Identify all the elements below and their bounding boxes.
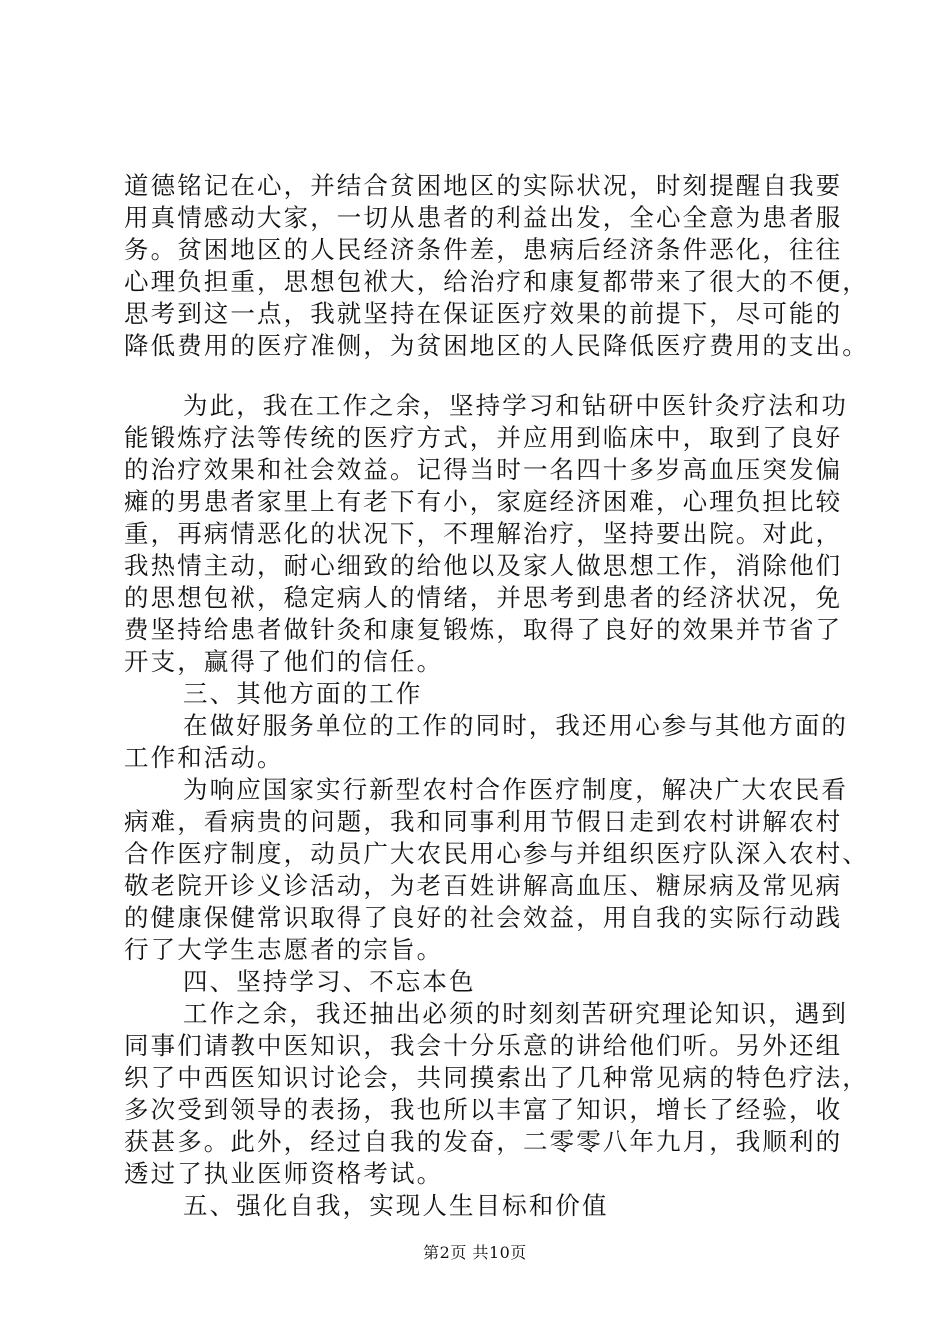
- paragraph: [124, 170, 869, 362]
- text-line: 的思想包袱，稳定病人的情绪，并思考到患者的经济状况，免: [124, 583, 843, 612]
- text-line: 瘫的男患者家里上有老下有小，家庭经济困难，心理负担比较: [124, 487, 843, 516]
- paragraph: [124, 390, 848, 678]
- section-heading-5: 五、强化自我，实现人生目标和价值: [183, 1191, 609, 1220]
- text-line: 织了中西医知识讨论会，共同摸索出了几种常见病的特色疗法，: [124, 1063, 869, 1092]
- text-line: 合作医疗制度，动员广大农民用心参与并组织医疗队深入农村、: [124, 839, 869, 868]
- section-heading-4: 四、坚持学习、不忘本色: [183, 967, 476, 996]
- section-heading-3: 三、其他方面的工作: [183, 679, 423, 708]
- text-line: 务。贫困地区的人民经济条件差，患病后经济条件恶化，往往: [124, 235, 843, 264]
- page-number-footer: 第2页 共10页: [423, 1243, 527, 1262]
- paragraph: [124, 774, 869, 966]
- text-line: 多次受到领导的表扬，我也所以丰富了知识，增长了经验，收: [124, 1095, 843, 1124]
- text-line: 在做好服务单位的工作的同时，我还用心参与其他方面的: [183, 711, 848, 740]
- text-line: 的治疗效果和社会效益。记得当时一名四十多岁高血压突发偏: [124, 455, 843, 484]
- text-line: 降低费用的医疗准侧，为贫困地区的人民降低医疗费用的支出。: [124, 331, 869, 360]
- text-line: 获甚多。此外，经过自我的发奋，二零零八年九月，我顺利的: [124, 1127, 843, 1156]
- text-line: 用真情感动大家，一切从患者的利益出发，全心全意为患者服: [124, 203, 843, 232]
- text-line: 同事们请教中医知识，我会十分乐意的讲给他们听。另外还组: [124, 1031, 843, 1060]
- text-line: 的健康保健常识取得了良好的社会效益，用自我的实际行动践: [124, 903, 843, 932]
- text-line: 我热情主动，耐心细致的给他以及家人做思想工作，消除他们: [124, 551, 843, 580]
- text-line: 病难，看病贵的问题，我和同事利用节假日走到农村讲解农村: [124, 807, 843, 836]
- paragraph: [124, 710, 848, 774]
- text-line: 重，再病情恶化的状况下，不理解治疗，坚持要出院。对此，: [124, 519, 843, 548]
- document-body: [124, 170, 869, 1222]
- text-line: 为此，我在工作之余，坚持学习和钻研中医针灸疗法和功: [183, 391, 848, 420]
- text-line: 行了大学生志愿者的宗旨。: [124, 935, 444, 964]
- text-line: 敬老院开诊义诊活动，为老百姓讲解高血压、糖尿病及常见病: [124, 871, 843, 900]
- text-line: 工作和活动。: [124, 743, 284, 772]
- text-line: 透过了执业医师资格考试。: [124, 1159, 444, 1188]
- text-line: 开支，赢得了他们的信任。: [124, 647, 444, 676]
- text-line: 费坚持给患者做针灸和康复锻炼，取得了良好的效果并节省了: [124, 615, 843, 644]
- text-line: 工作之余，我还抽出必须的时刻刻苦研究理论知识，遇到: [183, 999, 848, 1028]
- text-line: 心理负担重，思想包袱大，给治疗和康复都带来了很大的不便，: [124, 267, 869, 296]
- text-line: 道德铭记在心，并结合贫困地区的实际状况，时刻提醒自我要: [124, 171, 843, 200]
- paragraph: [124, 998, 869, 1190]
- text-line: 能锻炼疗法等传统的医疗方式，并应用到临床中，取到了良好: [124, 423, 843, 452]
- paragraph-gap: [124, 362, 834, 390]
- text-line: 思考到这一点，我就坚持在保证医疗效果的前提下，尽可能的: [124, 299, 843, 328]
- text-line: 为响应国家实行新型农村合作医疗制度，解决广大农民看: [183, 775, 848, 804]
